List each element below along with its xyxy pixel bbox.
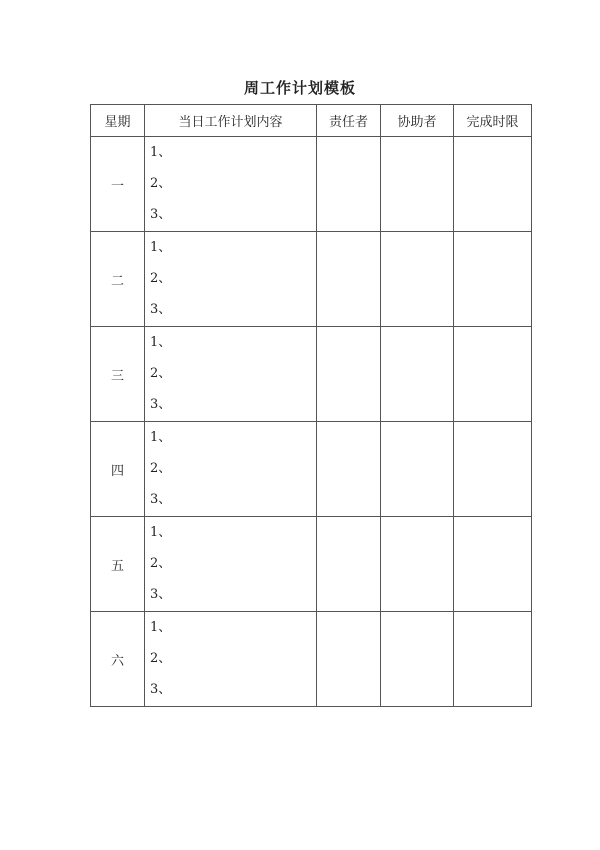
plan-item: 3、 bbox=[150, 302, 172, 317]
assistant-cell[interactable] bbox=[381, 422, 454, 517]
plan-item: 1、 bbox=[150, 620, 172, 635]
owner-cell[interactable] bbox=[317, 327, 381, 422]
plan-content-cell[interactable] bbox=[145, 232, 317, 327]
plan-item: 1、 bbox=[150, 240, 172, 255]
assistant-cell[interactable] bbox=[381, 137, 454, 232]
day-label: 一 bbox=[91, 137, 145, 232]
plan-item: 1、 bbox=[150, 430, 172, 445]
plan-item: 3、 bbox=[150, 207, 172, 222]
day-label: 三 bbox=[91, 327, 145, 422]
plan-content-cell[interactable] bbox=[145, 422, 317, 517]
day-row-5 bbox=[91, 517, 532, 612]
plan-content-cell[interactable] bbox=[145, 612, 317, 707]
deadline-cell[interactable] bbox=[454, 612, 532, 707]
day-label: 五 bbox=[91, 517, 145, 612]
header-content: 当日工作计划内容 bbox=[145, 105, 317, 137]
plan-content-cell[interactable] bbox=[145, 137, 317, 232]
assistant-cell[interactable] bbox=[381, 327, 454, 422]
plan-item: 2、 bbox=[150, 461, 172, 476]
plan-item: 1、 bbox=[150, 525, 172, 540]
header-owner: 责任者 bbox=[317, 105, 381, 137]
assistant-cell[interactable] bbox=[381, 232, 454, 327]
table-body bbox=[91, 137, 532, 707]
plan-item: 2、 bbox=[150, 651, 172, 666]
owner-cell[interactable] bbox=[317, 517, 381, 612]
day-label: 四 bbox=[91, 422, 145, 517]
deadline-cell[interactable] bbox=[454, 137, 532, 232]
day-label: 六 bbox=[91, 612, 145, 707]
header-day: 星期 bbox=[91, 105, 145, 137]
day-row-4 bbox=[91, 422, 532, 517]
assistant-cell[interactable] bbox=[381, 612, 454, 707]
plan-item: 2、 bbox=[150, 556, 172, 571]
plan-item: 3、 bbox=[150, 587, 172, 602]
weekly-plan-table bbox=[90, 104, 532, 707]
owner-cell[interactable] bbox=[317, 232, 381, 327]
day-label: 二 bbox=[91, 232, 145, 327]
deadline-cell[interactable] bbox=[454, 232, 532, 327]
document-title: 周工作计划模板 bbox=[243, 79, 356, 97]
header-deadline: 完成时限 bbox=[454, 105, 532, 137]
plan-item: 2、 bbox=[150, 176, 172, 191]
day-row-3 bbox=[91, 327, 532, 422]
day-row-1 bbox=[91, 137, 532, 232]
header-row bbox=[91, 105, 532, 137]
day-row-2 bbox=[91, 232, 532, 327]
owner-cell[interactable] bbox=[317, 422, 381, 517]
owner-cell[interactable] bbox=[317, 137, 381, 232]
plan-item: 2、 bbox=[150, 366, 172, 381]
deadline-cell[interactable] bbox=[454, 517, 532, 612]
plan-item: 1、 bbox=[150, 145, 172, 160]
day-row-6 bbox=[91, 612, 532, 707]
plan-item: 3、 bbox=[150, 682, 172, 697]
plan-item: 3、 bbox=[150, 397, 172, 412]
assistant-cell[interactable] bbox=[381, 517, 454, 612]
plan-item: 2、 bbox=[150, 271, 172, 286]
plan-item: 3、 bbox=[150, 492, 172, 507]
owner-cell[interactable] bbox=[317, 612, 381, 707]
plan-content-cell[interactable] bbox=[145, 327, 317, 422]
deadline-cell[interactable] bbox=[454, 327, 532, 422]
table-header bbox=[91, 105, 532, 137]
plan-item: 1、 bbox=[150, 335, 172, 350]
header-assistant: 协助者 bbox=[381, 105, 454, 137]
plan-content-cell[interactable] bbox=[145, 517, 317, 612]
deadline-cell[interactable] bbox=[454, 422, 532, 517]
